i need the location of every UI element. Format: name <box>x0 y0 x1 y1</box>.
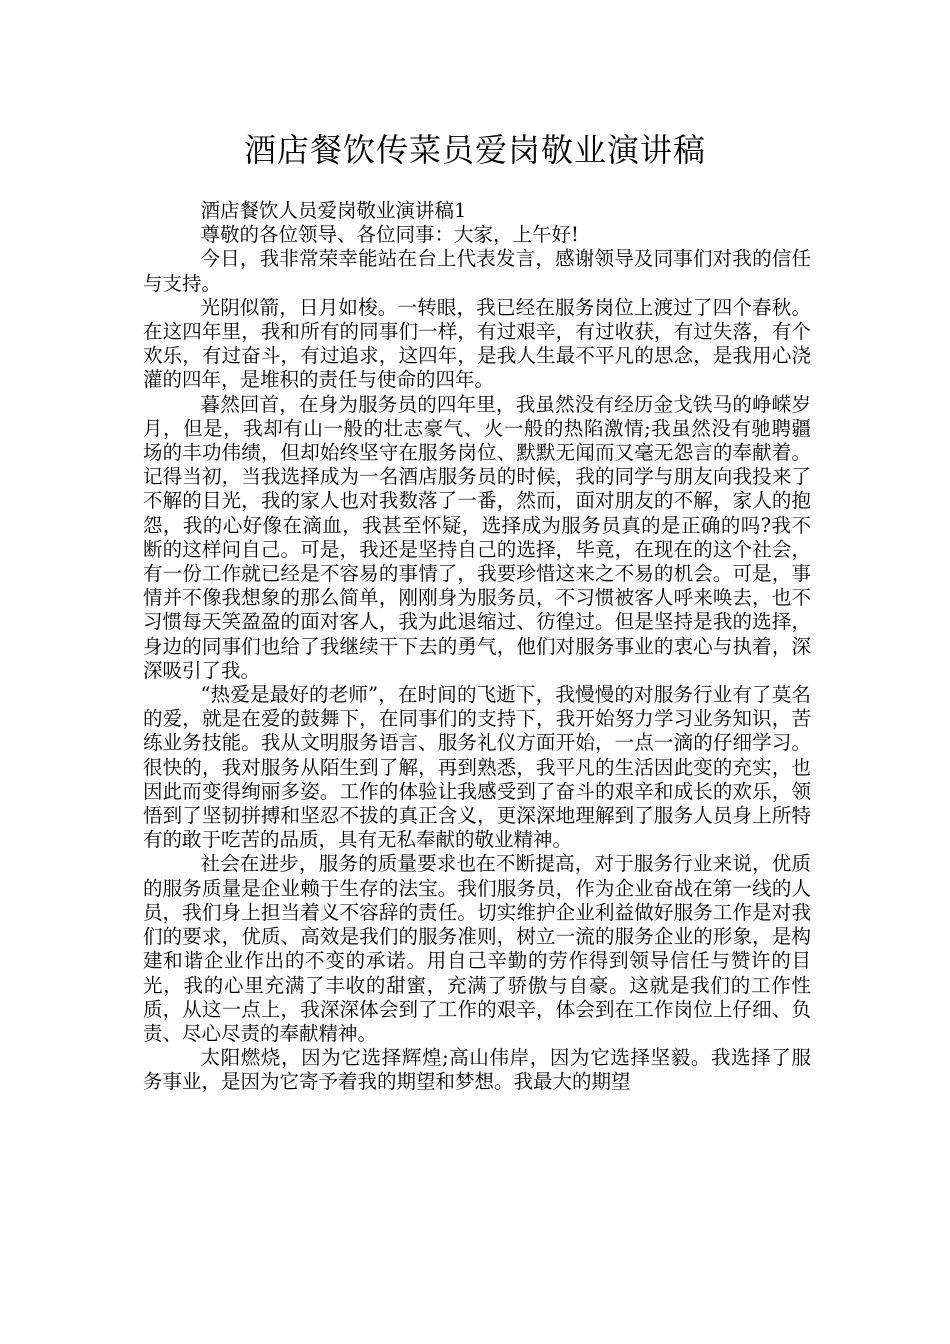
paragraph: 暮然回首，在身为服务员的四年里，我虽然没有经历金戈铁马的峥嵘岁月，但是，我却有山一般的壮志豪气、火一般的热陷激情;我虽然没有驰聘疆场的丰功伟绩，但却始终坚守在服务岗位、默默无闻而又毫无怨言的奉献着。记得当初，当我选择成为一名酒店服务员的时候，我的同学与朋友向我投来了不解的目光，我的家人也对我数落了一番，然而，面对朋友的不解，家人的抱怨，我的心好像在滴血，我甚至怀疑，选择成为服务员真的是正确的吗?我不断的这样问自己。可是，我还是坚持自己的选择，毕竟，在现在的这个社会，有一份工作就已经是不容易的事情了，我要珍惜这来之不易的机会。可是，事情并不像我想象的那么简单，刚刚身为服务员，不习惯被客人呼来唤去，也不习惯每天笑盈盈的面对客人，我为此退缩过、彷徨过。但是坚持是我的选择，身边的同事们也给了我继续干下去的勇气，他们对服务事业的衷心与执着，深深吸引了我。 <box>143 392 811 682</box>
paragraph: 光阴似箭，日月如梭。一转眼，我已经在服务岗位上渡过了四个春秋。在这四年里，我和所有的同事们一样，有过艰辛，有过收获，有过失落，有个欢乐，有过奋斗，有过追求，这四年，是我人生最不平凡的思念，是我用心浇灌的四年，是堆积的责任与使命的四年。 <box>143 295 811 392</box>
paragraph: “热爱是最好的老师”，在时间的飞逝下，我慢慢的对服务行业有了莫名的爱，就是在爱的鼓舞下，在同事们的支持下，我开始努力学习业务知识，苦练业务技能。我从文明服务语言、服务礼仪方面开始，一点一滴的仔细学习。很快的，我对服务从陌生到了解，再到熟悉，我平凡的生活因此变的充实，也因此而变得绚丽多姿。工作的体验让我感受到了奋斗的艰辛和成长的欢乐，领悟到了坚韧拼搏和坚忍不拔的真正含义，更深深地理解到了服务人员身上所特有的敢于吃苦的品质，具有无私奉献的敬业精神。 <box>143 683 811 852</box>
paragraph: 社会在进步，服务的质量要求也在不断提高，对于服务行业来说，优质的服务质量是企业赖于生存的法宝。我们服务员，作为企业奋战在第一线的人员，我们身上担当着义不容辞的责任。切实维护企业利益做好服务工作是对我们的要求，优质、高效是我们的服务准则，树立一流的服务企业的形象，是构建和谐企业作出的不变的承诺。用自己辛勤的劳作得到领导信任与赞许的目光，我的心里充满了丰收的甜蜜，充满了骄傲与自豪。这就是我们的工作性质，从这一点上，我深深体会到了工作的艰辛，体会到在工作岗位上仔细、负责、尽心尽责的奉献精神。 <box>143 852 811 1045</box>
paragraph-greeting: 尊敬的各位领导、各位同事：大家，上午好! <box>200 223 579 247</box>
paragraph: 太阳燃烧，因为它选择辉煌;高山伟岸，因为它选择坚毅。我选择了服务事业，是因为它寄予着我的期望和梦想。我最大的期望 <box>143 1046 811 1094</box>
paragraph-subtitle: 酒店餐饮人员爱岗敬业演讲稿1 <box>200 199 467 222</box>
paragraph: 今日，我非常荣幸能站在台上代表发言，感谢领导及同事们对我的信任与支持。 <box>143 247 811 295</box>
document-title: 酒店餐饮传菜员爱岗敬业演讲稿 <box>243 131 706 169</box>
document-body <box>143 199 811 1095</box>
